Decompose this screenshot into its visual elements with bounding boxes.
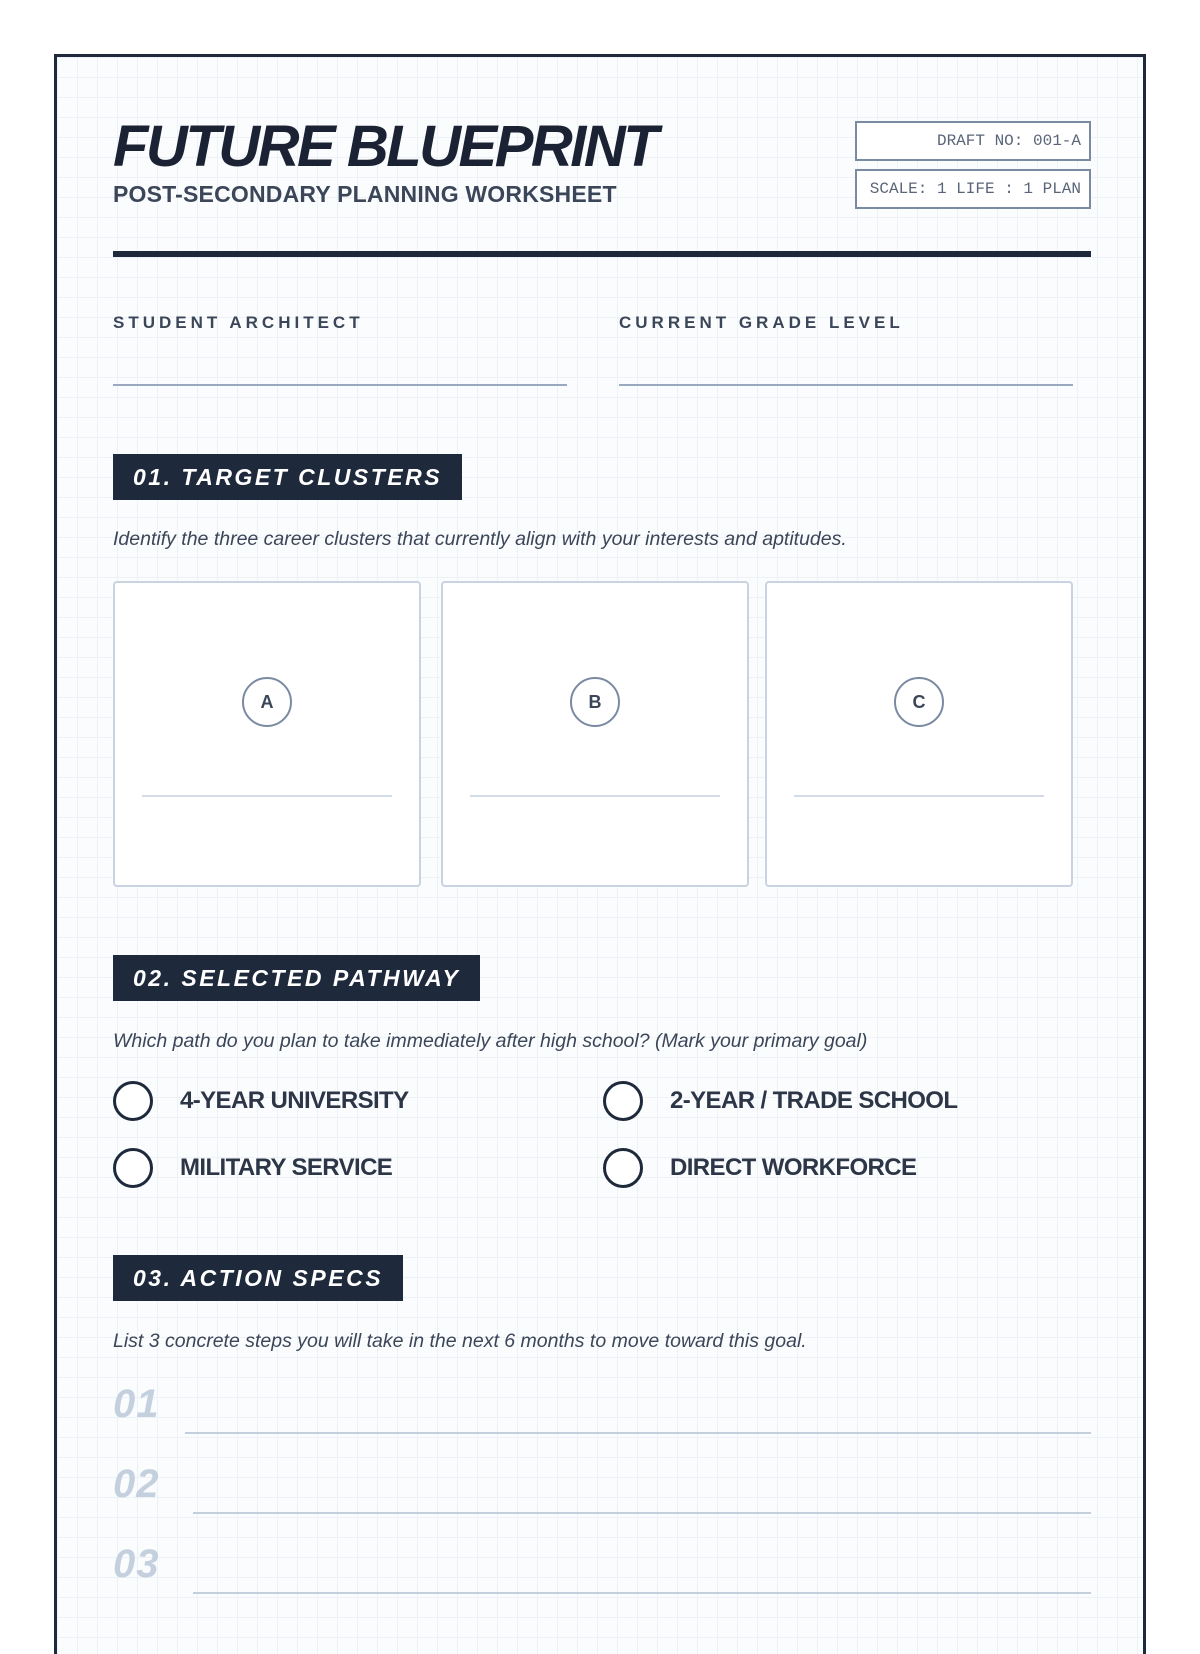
step-write-line-02[interactable]: [193, 1512, 1091, 1514]
target-clusters-instructions: Identify the three career clusters that currently align with your interests and aptitudes.: [113, 528, 847, 550]
cluster-write-line-b[interactable]: [470, 795, 720, 797]
step-write-line-03[interactable]: [193, 1592, 1091, 1594]
pathway-option-workforce[interactable]: [603, 1148, 916, 1188]
radio-workforce[interactable]: [603, 1148, 643, 1188]
section-heading-action-specs: 03. ACTION SPECS: [113, 1255, 403, 1301]
worksheet-subtitle: POST-SECONDARY PLANNING WORKSHEET: [113, 181, 617, 207]
radio-trade-school[interactable]: [603, 1081, 643, 1121]
section-heading-target-clusters: 01. TARGET CLUSTERS: [113, 454, 462, 500]
grade-level-label: CURRENT GRADE LEVEL: [619, 313, 904, 332]
student-architect-field[interactable]: [113, 384, 567, 386]
pathway-option-university[interactable]: [113, 1081, 409, 1121]
student-architect-label: STUDENT ARCHITECT: [113, 313, 364, 332]
header-divider: [113, 251, 1091, 257]
cluster-card-b[interactable]: [441, 581, 749, 887]
cluster-badge-c: C: [894, 677, 944, 727]
worksheet-page: [54, 54, 1146, 1654]
selected-pathway-instructions: Which path do you plan to take immediately after high school? (Mark your primary goal): [113, 1030, 868, 1052]
step-number-03: 03: [113, 1542, 160, 1586]
worksheet-title: FUTURE BLUEPRINT: [113, 114, 657, 179]
section-heading-selected-pathway: 02. SELECTED PATHWAY: [113, 955, 480, 1001]
pathway-option-military[interactable]: [113, 1148, 392, 1188]
draft-number-box: DRAFT NO: 001-A: [855, 121, 1091, 161]
scale-box: SCALE: 1 LIFE : 1 PLAN: [855, 169, 1091, 209]
pathway-label-university: 4-YEAR UNIVERSITY: [180, 1087, 409, 1114]
action-specs-instructions: List 3 concrete steps you will take in the next 6 months to move toward this goal.: [113, 1330, 807, 1352]
pathway-label-military: MILITARY SERVICE: [180, 1154, 393, 1181]
pathway-option-trade-school[interactable]: [603, 1081, 957, 1121]
radio-university[interactable]: [113, 1081, 153, 1121]
cluster-write-line-a[interactable]: [142, 795, 392, 797]
pathway-label-trade-school: 2-YEAR / TRADE SCHOOL: [670, 1087, 958, 1114]
step-number-02: 02: [113, 1462, 160, 1506]
radio-military[interactable]: [113, 1148, 153, 1188]
cluster-badge-a: A: [242, 677, 292, 727]
cluster-write-line-c[interactable]: [794, 795, 1044, 797]
cluster-badge-b: B: [570, 677, 620, 727]
pathway-label-workforce: DIRECT WORKFORCE: [670, 1154, 917, 1181]
grade-level-field[interactable]: [619, 384, 1073, 386]
cluster-card-c[interactable]: [765, 581, 1073, 887]
step-number-01: 01: [113, 1382, 160, 1426]
cluster-card-a[interactable]: [113, 581, 421, 887]
step-write-line-01[interactable]: [185, 1432, 1091, 1434]
